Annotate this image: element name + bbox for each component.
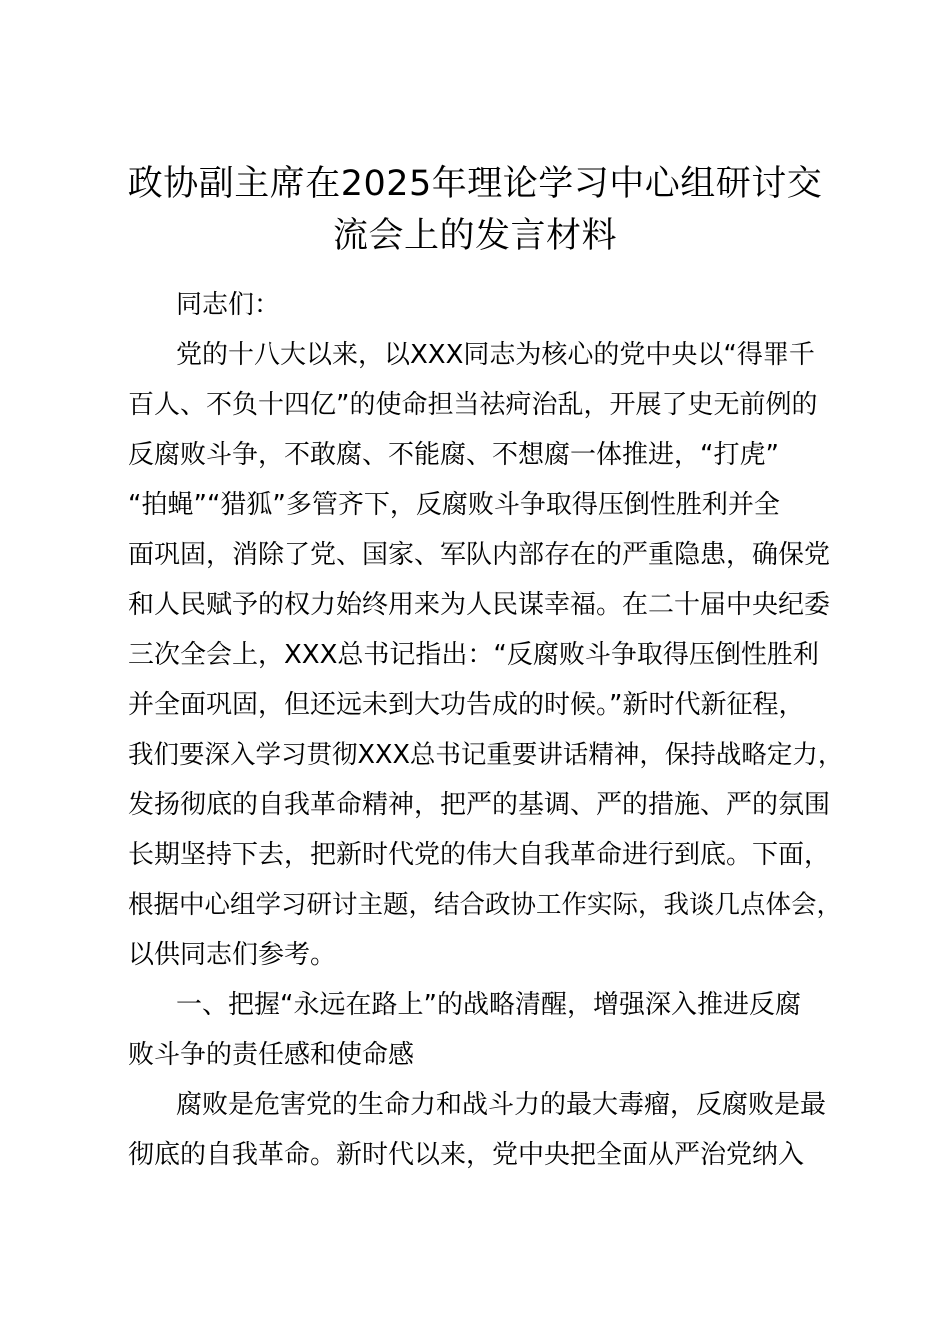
body-line: 同志们： [176, 290, 281, 320]
body-line: 发扬彻底的自我革命精神，把严的基调、严的措施、严的氛围 [128, 790, 831, 820]
body-line: 以供同志们参考。 [128, 940, 337, 970]
body-line: 面巩固，消除了党、国家、军队内部存在的严重隐患，确保党 [128, 540, 831, 570]
body-line: 长期坚持下去，把新时代党的伟大自我革命进行到底。下面， [128, 840, 831, 870]
body-line: 一、把握“永远在路上”的战略清醒，增强深入推进反腐 [176, 990, 801, 1020]
body-line: 和人民赋予的权力始终用来为人民谋幸福。在二十届中央纪委 [128, 590, 831, 620]
body-line: 百人、不负十四亿”的使命担当祛疴治乱，开展了史无前例的 [128, 390, 818, 420]
body-line: 败斗争的责任感和使命感 [128, 1040, 415, 1070]
document-title [110, 158, 840, 262]
body-line: 三次全会上，XXX总书记指出：“反腐败斗争取得压倒性胜利 [128, 640, 819, 670]
title-line-2: 流会上的发言材料 [332, 216, 617, 256]
body-line: “拍蝇”“猎狐”多管齐下，反腐败斗争取得压倒性胜利并全 [128, 490, 780, 520]
body-line: 我们要深入学习贯彻XXX总书记重要讲话精神，保持战略定力， [128, 740, 844, 770]
body-line: 根据中心组学习研讨主题，结合政协工作实际，我谈几点体会， [128, 890, 843, 920]
body-line: 党的十八大以来，以XXX同志为核心的党中央以“得罪千 [176, 340, 815, 370]
document-body [128, 280, 850, 1180]
body-line: 腐败是危害党的生命力和战斗力的最大毒瘤，反腐败是最 [176, 1090, 827, 1120]
body-line: 反腐败斗争，不敢腐、不能腐、不想腐一体推进，“打虎” [128, 440, 779, 470]
body-line: 彻底的自我革命。新时代以来，党中央把全面从严治党纳入 [128, 1140, 805, 1170]
title-line-1: 政协副主席在2025年理论学习中心组研讨交 [127, 164, 823, 204]
body-line: 并全面巩固，但还远未到大功告成的时候。”新时代新征程， [128, 690, 805, 720]
